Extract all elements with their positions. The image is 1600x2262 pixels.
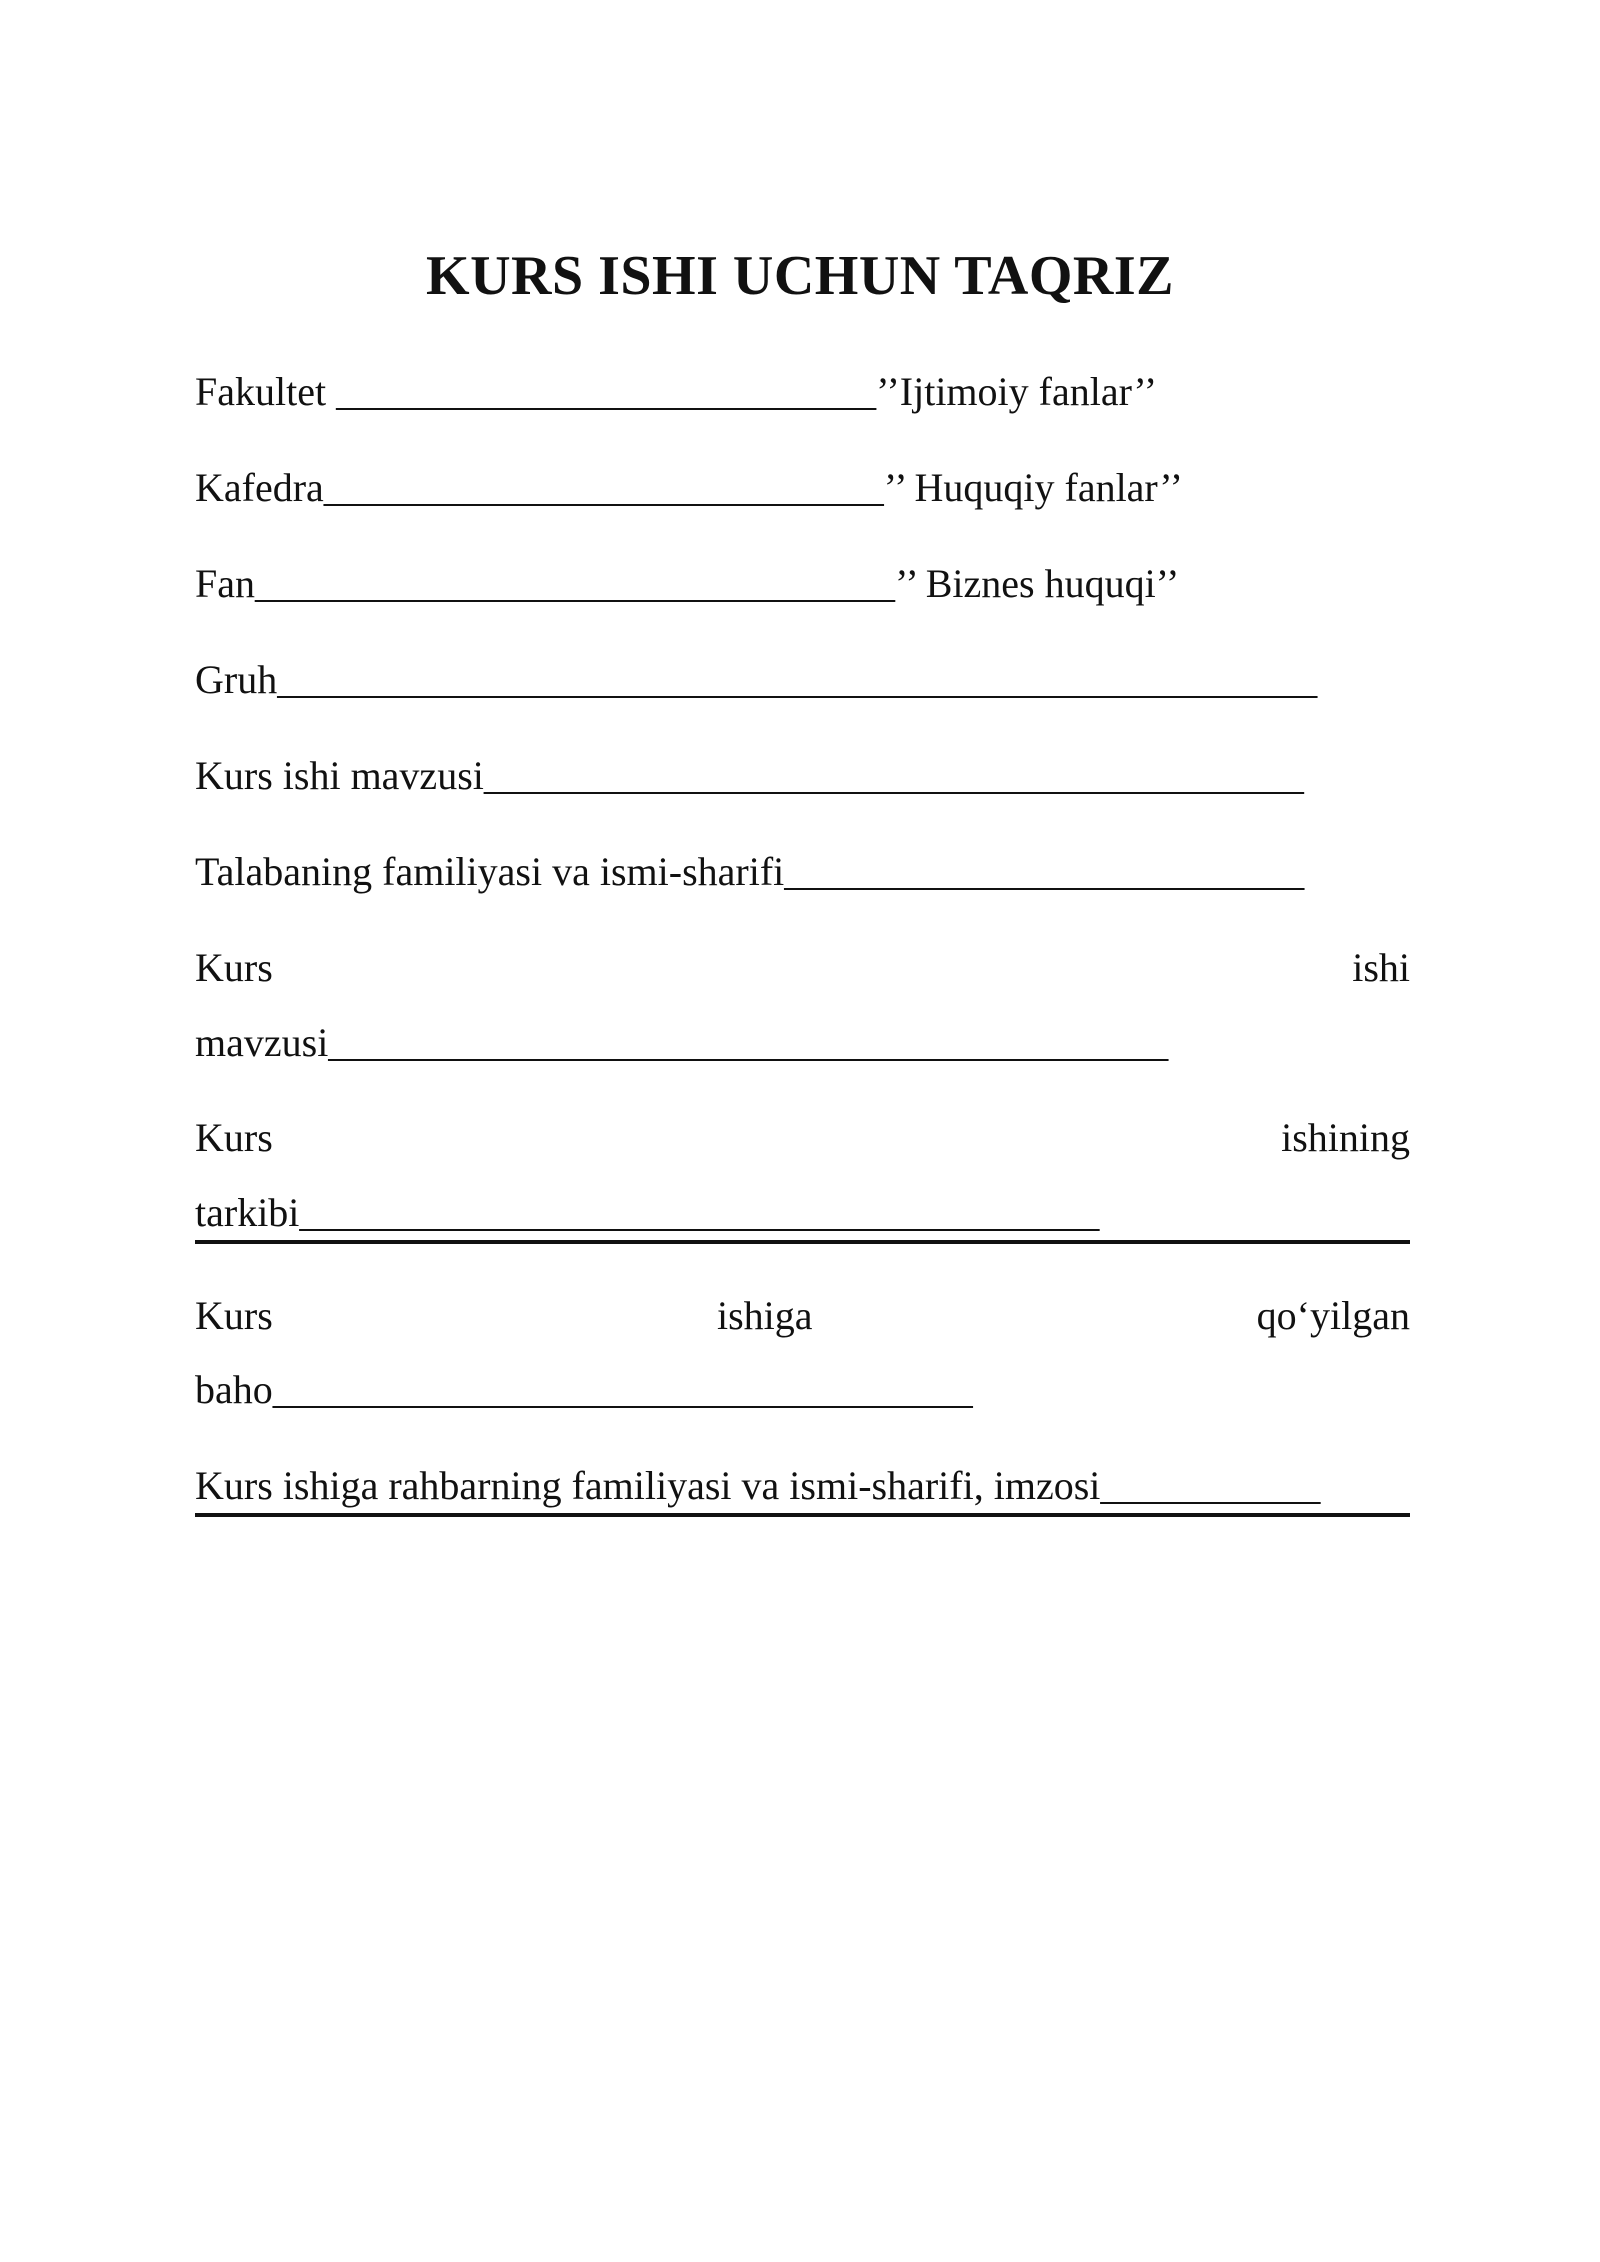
field-baho-word1: Kurs [195, 1293, 273, 1338]
document-title: KURS ISHI UCHUN TAQRIZ [426, 245, 1174, 307]
field-fakultet: Fakultet ___________________________’’Ijtimoiy fanlar’’ [195, 369, 1158, 414]
field-kafedra: Kafedra____________________________’’ Huquqiy fanlar’’ [195, 465, 1183, 510]
field-tarkib-line2: tarkibi________________________________________ [195, 1190, 1100, 1235]
divider-rule [195, 1240, 1410, 1244]
field-mavzu2-line1 [195, 944, 1410, 992]
field-mavzu2-word1: Kurs [195, 945, 273, 990]
divider-rule [195, 1513, 1410, 1517]
field-mavzu: Kurs ishi mavzusi_________________________________________ [195, 753, 1304, 798]
field-tarkib-line1 [195, 1114, 1410, 1162]
field-tarkib-word1: Kurs [195, 1115, 273, 1160]
field-rahbar: Kurs ishiga rahbarning familiyasi va ismi-sharifi, imzosi___________ [195, 1463, 1321, 1508]
field-baho-word2: ishiga [716, 1293, 813, 1338]
field-baho-line2: baho___________________________________ [195, 1367, 973, 1412]
field-baho-line1 [195, 1292, 1410, 1340]
field-mavzu2-word2: ishi [1352, 945, 1410, 990]
field-talaba: Talabaning familiyasi va ismi-sharifi__________________________ [195, 849, 1305, 894]
field-mavzu2-line2: mavzusi__________________________________________ [195, 1020, 1169, 1065]
field-gruh: Gruh____________________________________________________ [195, 657, 1318, 702]
field-fan: Fan________________________________’’ Biznes huquqi’’ [195, 561, 1180, 606]
field-baho-word3: qo‘yilgan [1256, 1293, 1410, 1338]
field-tarkib-word2: ishining [1281, 1115, 1410, 1160]
